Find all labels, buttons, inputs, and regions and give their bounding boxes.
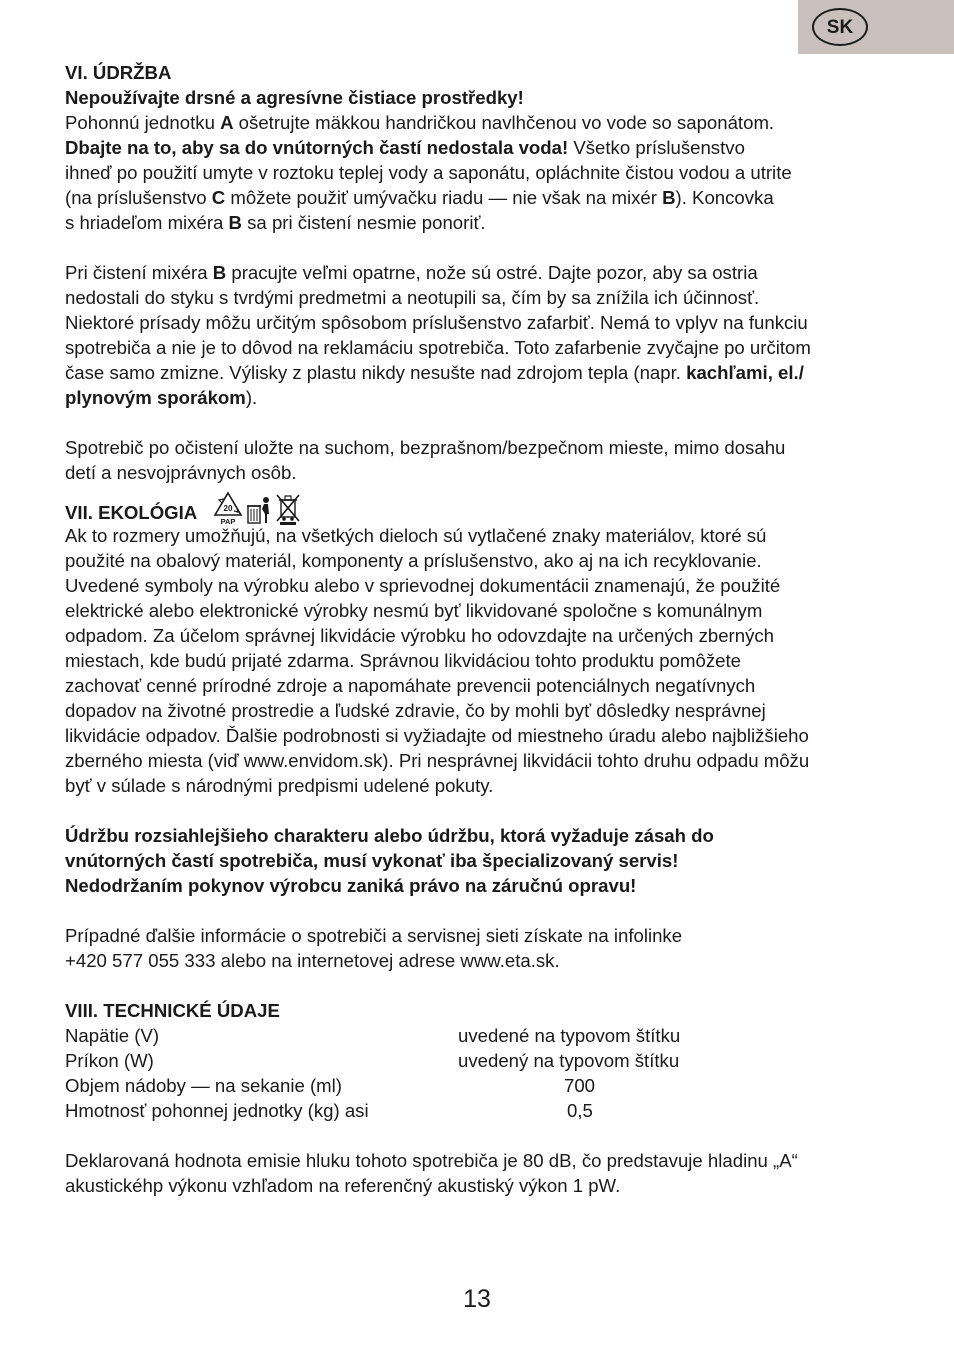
maintenance-paragraph-3: Spotrebič po očistení uložte na suchom, bezprašnom/bezpečnom mieste, mimo dosahu detí a nesvojprávnych osôb. <box>65 437 786 483</box>
ecology-paragraph: Ak to rozmery umožňujú, na všetkých dieloch sú vytlačené znaky materiálov, ktoré sú použité na obalový materiál, komponenty a príslušenstvo, ako aj na ich recyklovanie. Uvedené symboly na výrobku alebo v sprievodnej dokumentácii znamenajú, že použité elektrické alebo elektronické výrobky nesmú byť likvidované spoločne s komunálnym odpadom. Za účelom správnej likvidácie výrobku ho odovzdajte na určených zberných miestach, kde budú prijaté zdarma. Správnou likvidáciou tohto produktu pomôžete zachovať cenné prírodné zdroje a napomáhate prevencii potenciálnych negatívnych dopadov na životné prostredie a ľudské zdravie, čo by mohli byť dôsledky nesprávnej likvidácie odpadov. Ďalšie podrobnosti si vyžiadajte od miestneho úradu alebo najbližšieho zberného miesta (viď www.envidom.sk). Pri nesprávnej likvidácii tohto druhu odpadu môžu byť v súlade s národnými predpismi udelené pokuty. <box>65 525 810 796</box>
warning-text: Nepoužívajte drsné a agresívne čistiace prostředky! <box>65 87 524 108</box>
svg-text:20: 20 <box>223 504 233 513</box>
ecology-icons <box>213 491 301 525</box>
page-number: 13 <box>463 1285 491 1313</box>
language-badge: SK <box>812 8 868 46</box>
info-paragraph: Prípadné ďalšie informácie o spotrebiči a servisnej sieti získate na infolinke +420 577 055 333 alebo na internetovej adrese www.eta.sk. <box>65 925 683 971</box>
spec-row: Objem nádoby — na sekanie (ml) 700 <box>65 1075 596 1096</box>
spec-row: Hmotnosť pohonnej jednotky (kg) asi 0,5 <box>65 1100 593 1121</box>
page-content <box>65 60 905 1198</box>
spec-row: Príkon (W) uvedený na typovom štítku <box>65 1050 680 1071</box>
service-warning: Údržbu rozsiahlejšieho charakteru alebo údržbu, ktorá vyžaduje zásah do vnútorných častí spotrebiča, musí vykonať iba špecializovaný servis! Nedodržaním pokynov výrobcu zaniká právo na záručnú opravu! <box>65 825 714 896</box>
section-technical-data <box>65 998 905 1123</box>
svg-text:PAP: PAP <box>220 517 236 525</box>
noise-paragraph: Deklarovaná hodnota emisie hluku tohoto spotrebiča je 80 dB, čo predstavuje hladinu „A“ akustickéhp výkonu vzhľadom na referenčný akustiský výkon 1 pW. <box>65 1150 798 1196</box>
spec-row: Napätie (V) uvedené na typovom štítku <box>65 1025 681 1046</box>
section-heading: VIII. TECHNICKÉ ÚDAJE <box>65 1000 280 1021</box>
maintenance-paragraph-1: Pohonnú jednotku A ošetrujte mäkkou handričkou navlhčenou vo vode so saponátom. Dbajte na to, aby sa do vnútorných častí nedostala voda! Všetko príslušenstvo ihneď po použití umyte v roztoku teplej vody a saponátu, opláchnite čistou vodou a utrite (na príslušenstvo C môžete použiť umývačku riadu — nie však na mixér B). Koncovka s hriadeľom mixéra B sa pri čistení nesmie ponoriť. <box>65 112 792 233</box>
section-heading: VII. EKOLÓGIA <box>65 502 198 523</box>
recycle-paper-icon <box>213 491 243 525</box>
weee-crossed-bin-icon <box>275 493 301 525</box>
maintenance-paragraph-2: Pri čistení mixéra B pracujte veľmi opatrne, nože sú ostré. Dajte pozor, aby sa ostria nedostali do styku s tvrdými predmetmi a neotupili sa, čím by sa znížila ich účinnosť. Niektoré prísady môžu určitým spôsobom príslušenstvo zafarbiť. Nemá to vplyv na funkciu spotrebiča a nie je to dôvod na reklamáciu spotrebiča. Toto zafarbenie zvyčajne po určitom čase samo zmizne. Výlisky z plastu nikdy nesušte nad zdrojom tepla (napr. kachľami, el./ plynovým sporákom). <box>65 262 811 408</box>
section-maintenance <box>65 60 905 235</box>
ecology-heading-row <box>65 485 905 525</box>
section-heading: VI. ÚDRŽBA <box>65 62 172 83</box>
language-tab <box>798 0 954 54</box>
tidyman-bin-icon <box>245 495 273 525</box>
